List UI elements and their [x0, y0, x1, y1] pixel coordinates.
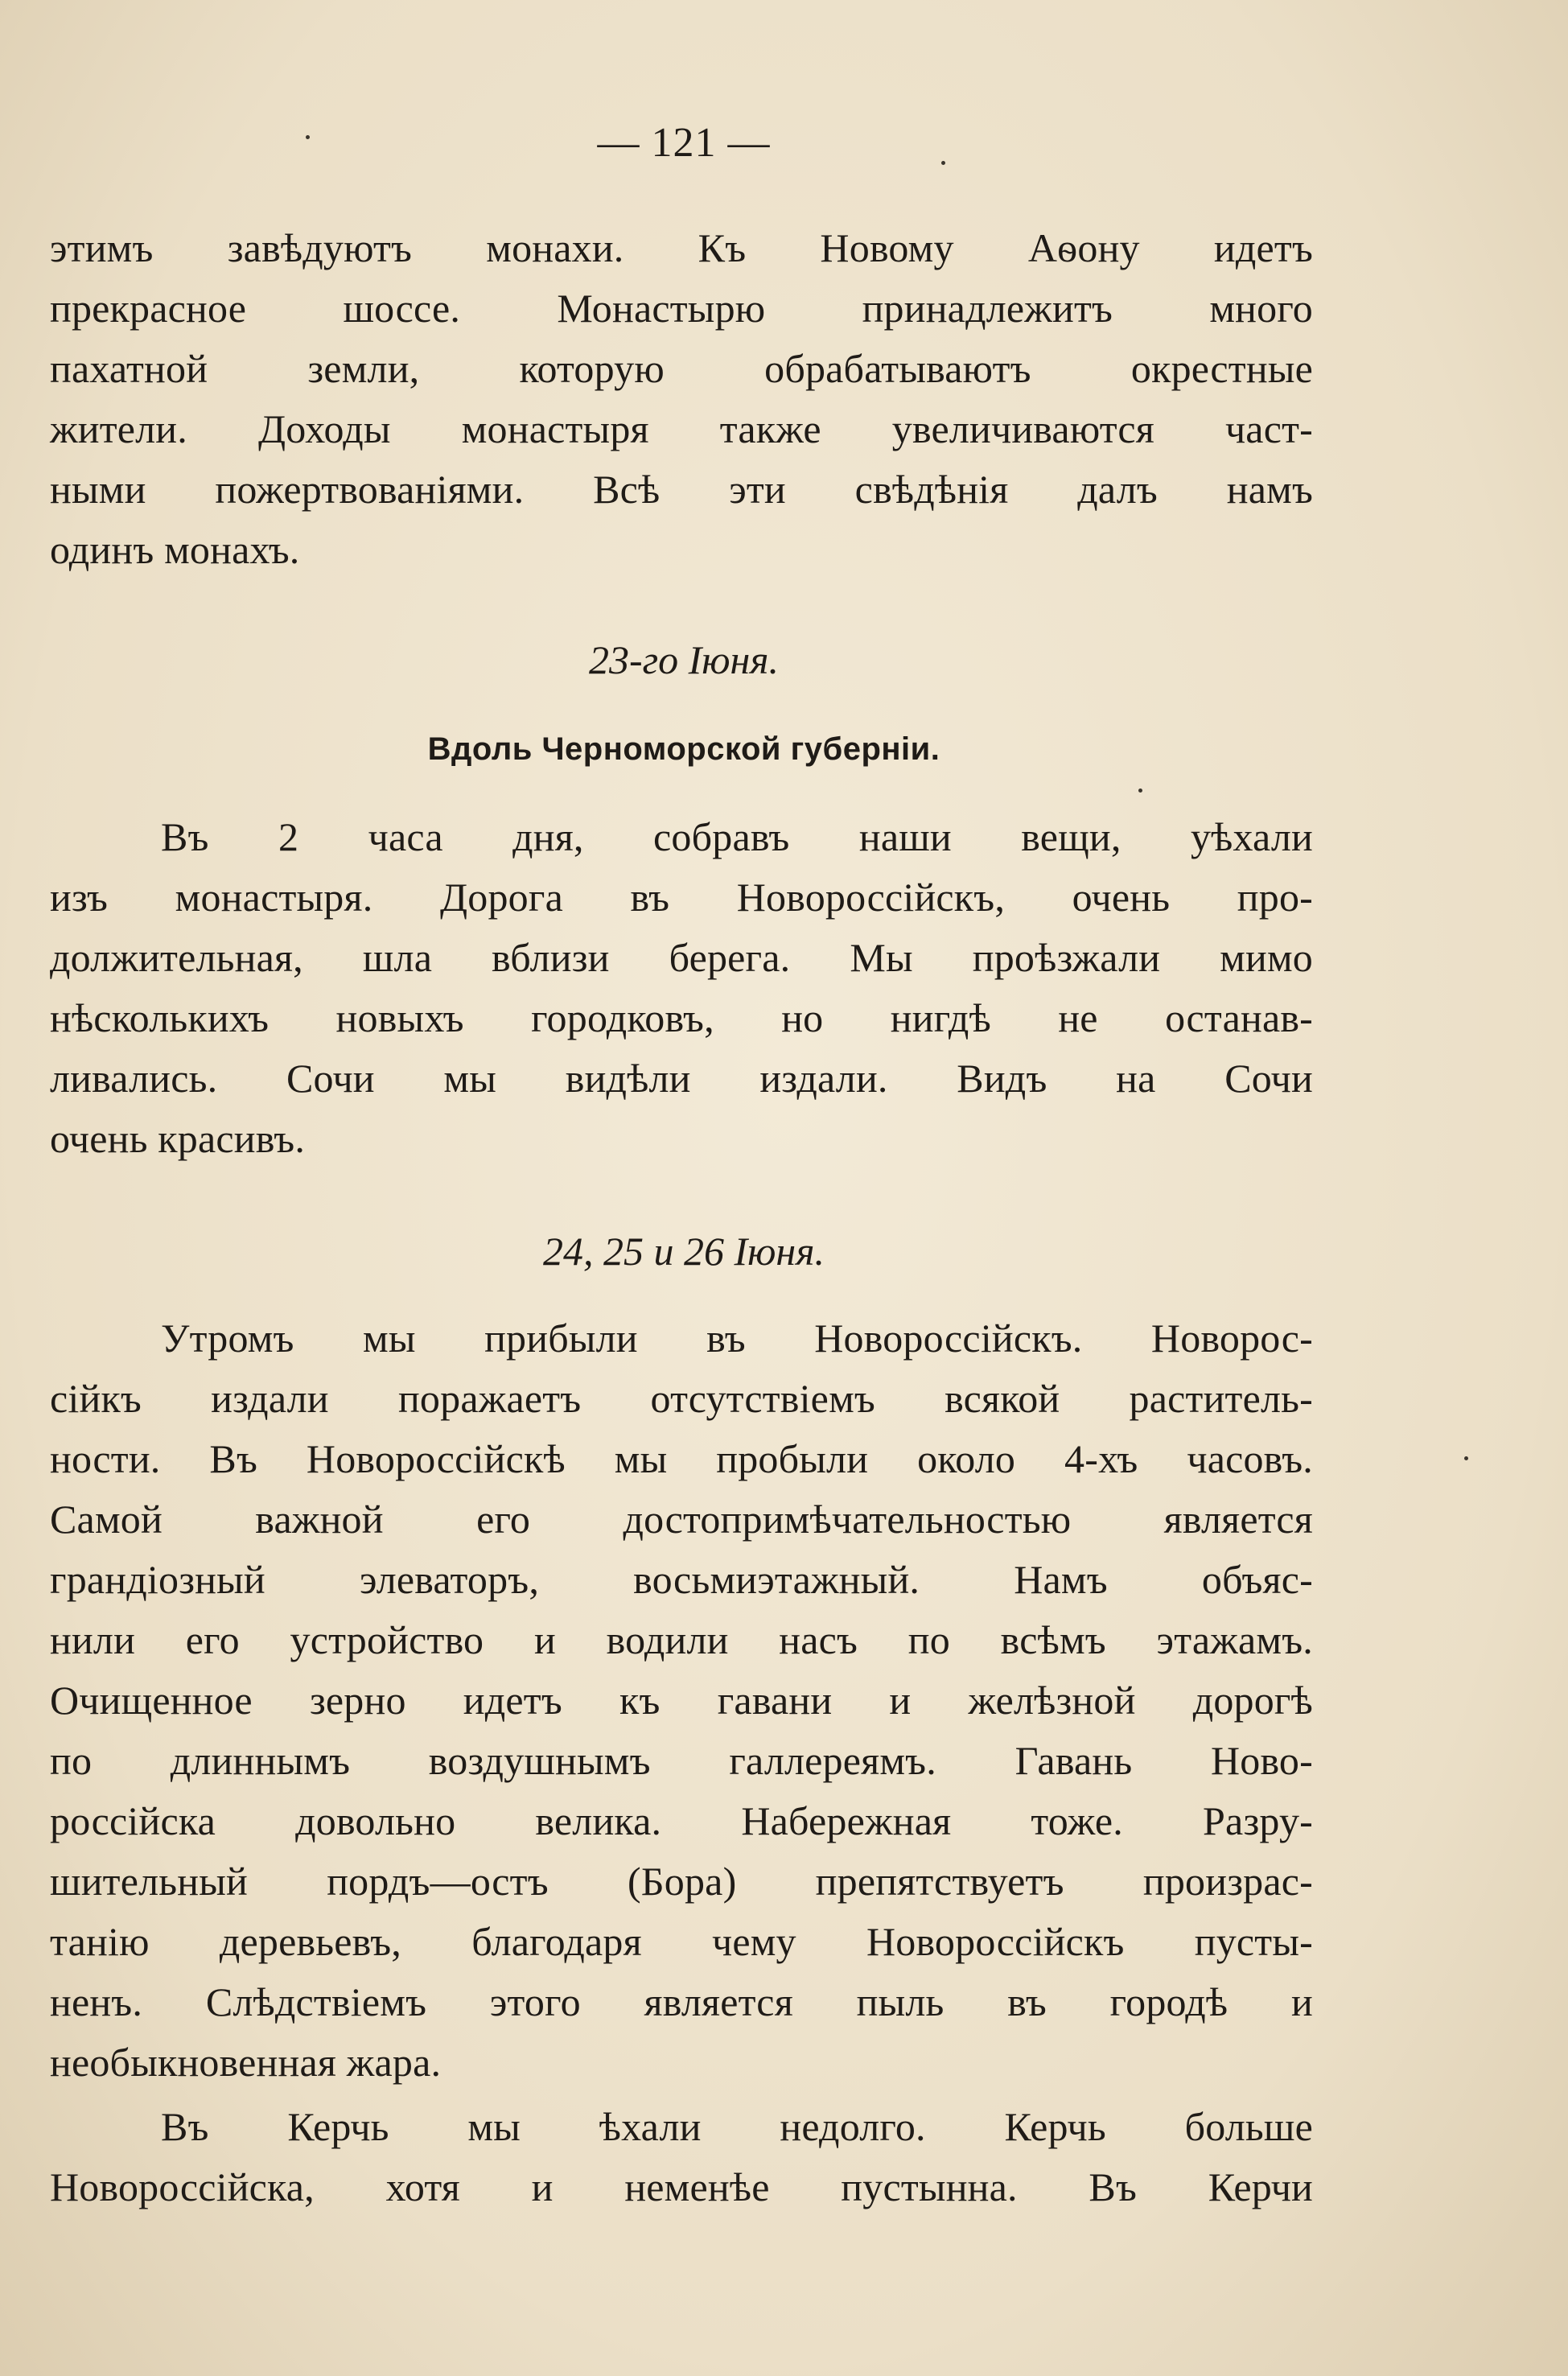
text-line: нили его устройство и водили насъ по всѣмъ этажамъ.: [50, 1617, 1313, 1662]
text-line: одинъ монахъ.: [50, 527, 300, 572]
text-line: ливались. Сочи мы видѣли издали. Видъ на Сочи: [50, 1056, 1313, 1101]
ink-speck: [941, 161, 945, 165]
ink-speck: [1138, 789, 1142, 793]
text-line: Въ Керчь мы ѣхали недолго. Керчь больше: [161, 2104, 1313, 2149]
text-line: необыкновенная жара.: [50, 2040, 442, 2085]
text-line: нѣсколькихъ новыхъ городковъ, но нигдѣ не останав-: [50, 995, 1313, 1040]
text-line: Очищенное зерно идетъ къ гавани и желѣзной дорогѣ: [50, 1678, 1313, 1723]
text-line: должительная, шла вблизи берега. Мы проѣзжали мимо: [50, 935, 1313, 980]
date-heading: 24, 25 и 26 Iюня.: [543, 1229, 825, 1274]
text-line: Самой важной его достопримѣчательностью является: [50, 1497, 1313, 1542]
text-line: очень красивъ.: [50, 1116, 306, 1161]
text-line: этимъ завѣдуютъ монахи. Къ Новому Аѳону идетъ: [50, 225, 1313, 270]
text-line: ненъ. Слѣдствiемъ этого является пыль въ городѣ и: [50, 1979, 1313, 2024]
text-line: прекрасное шоссе. Монастырю принадлежитъ много: [50, 286, 1313, 331]
text-line: ными пожертвованiями. Всѣ эти свѣдѣнiя далъ намъ: [50, 467, 1313, 512]
text-line: жители. Доходы монастыря также увеличиваются част-: [50, 406, 1313, 451]
text-line: грандiозный элеваторъ, восьмиэтажный. Намъ объяс-: [50, 1557, 1313, 1602]
date-heading: 23-го Iюня.: [588, 637, 780, 682]
text-line: шительный пордъ—остъ (Бора) препятствуетъ произрас-: [50, 1859, 1313, 1904]
text-line: сiйкъ издали поражаетъ отсутствiемъ всякой раститель-: [50, 1376, 1313, 1421]
text-line: россiйска довольно велика. Набережная тоже. Разру-: [50, 1798, 1313, 1843]
text-line: по длиннымъ воздушнымъ галлереямъ. Гавань Ново-: [50, 1738, 1313, 1783]
ink-speck: [1464, 1456, 1468, 1460]
page-number: — 121 —: [597, 120, 771, 166]
text-line: Въ 2 часа дня, собравъ наши вещи, уѣхали: [161, 814, 1313, 859]
text-line: пахатной земли, которую обрабатываютъ окрестные: [50, 346, 1313, 391]
ink-speck: [306, 135, 310, 139]
text-line: изъ монастыря. Дорога въ Новороссiйскъ, очень про-: [50, 875, 1313, 920]
text-line: Новороссiйска, хотя и неменѣе пустынна. Въ Керчи: [50, 2164, 1313, 2209]
text-line: Утромъ мы прибыли въ Новороссiйскъ. Новорос-: [161, 1316, 1313, 1361]
section-title: Вдоль Черноморской губернiи.: [427, 731, 940, 767]
text-line: ности. Въ Новороссiйскѣ мы пробыли около 4-хъ часовъ.: [50, 1436, 1313, 1481]
text-line: танiю деревьевъ, благодаря чему Новороссiйскъ пусты-: [50, 1919, 1313, 1964]
